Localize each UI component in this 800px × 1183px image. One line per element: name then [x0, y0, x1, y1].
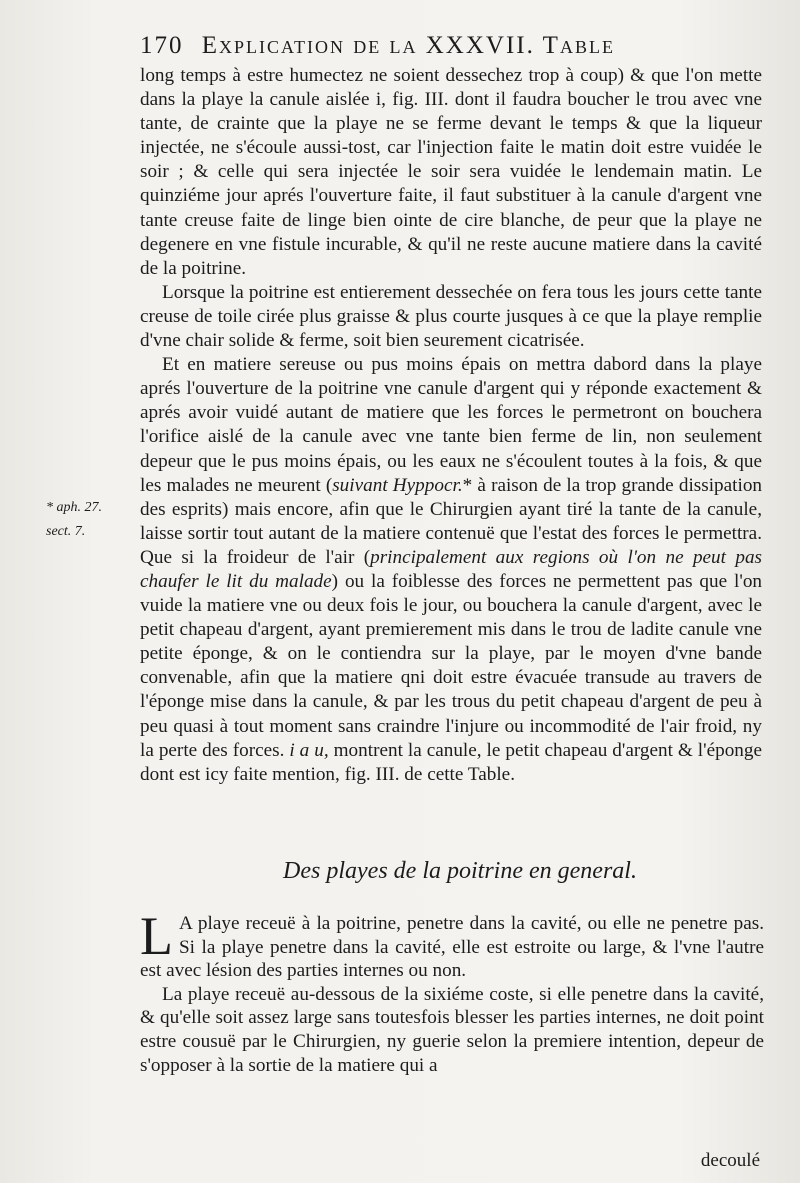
margin-note-line-1: * aph. 27. — [46, 500, 102, 515]
figure-letters: i a u, — [289, 739, 329, 761]
section-text — [140, 906, 764, 1077]
paragraph-3 — [140, 353, 762, 787]
main-text — [140, 64, 762, 787]
paragraph-3-part-d: montrent la canule, le petit chapeau d'argent & l'éponge dont est icy faite mention, fig. III. de cette Table. — [140, 739, 763, 785]
paragraph-3-italic: principalement aux regions où l'on ne peut pas chaufer le lit du malade — [140, 546, 763, 592]
section-heading: Des playes de la poitrine en general. — [283, 858, 637, 884]
catchword: decoulé — [700, 1150, 760, 1171]
paragraph-3-part-b: * à raison de la trop grande dissipation des esprits) mais encore, afin que le Chirurgien ayant tiré la tante de la canule, laisse sortir tout autant de la matiere contenuë que l'estat des forces le permettra. Que si la froideur de l'air ( — [140, 474, 763, 568]
paragraph-2: Lorsque la poitrine est entierement dessechée on fera tous les jours cette tante creuse de toile cirée plus graisse & plus courte jusques à ce que la playe remplie d'vne chair solide & ferme, soit bien seurement cicatrisée. — [140, 281, 762, 352]
drop-cap: L — [140, 906, 173, 966]
section-paragraph-1-text: A playe receuë à la poitrine, penetre dans la cavité, ou elle ne penetre pas. Si la playe penetre dans la cavité, elle est estroite ou large, & l'vne l'autre est avec lésion des parties internes ou non. — [140, 913, 764, 982]
margin-note-line-2: sect. 7. — [46, 524, 86, 539]
marginal-note — [46, 496, 136, 544]
running-title: Explication de la XXXVII. Table — [201, 32, 615, 59]
paragraph-3-part-c: ) ou la foiblesse des forces ne permettent pas que l'on vuide la matiere vne ou deux fois le jour, ou bouchera la canule d'argent, avec le petit chapeau d'argent, ayant premierement mis dans le trou de ladite canule vne petite éponge, & on le contiendra sur la playe, par le moyen d'vne bande convenable, afin que la matiere qni doit estre évacuée transude au travers de l'éponge mise dans la canule, & par les trous du petit chapeau d'argent de peu à peu quasi à tout moment sans craindre l'injure ou incommodité de l'air froid, ny la perte des forces. — [140, 570, 763, 761]
paragraph-3-part-a: Et en matiere sereuse ou pus moins épais on mettra dabord dans la playe aprés l'ouverture de la poitrine vne canule d'argent qui y réponde exactement & aprés avoir vuidé autant de matiere que les forces le permetront on bouchera l'orifice aislé de la canule avec vne tante bien ferme de lin, non seulement depeur que le pus moins épais, ou les eaux ne s'écoulent toutes à la fois, & que les malades ne meurent ( — [140, 354, 762, 496]
section-paragraph-2: La playe receuë au-dessous de la sixiéme coste, si elle penetre dans la cavité, & qu'elle soit assez large sans toutesfois blesser les parties internes, ne doit point estre cousuë par le Chirurgien, ny guerie selon la premiere intention, depeur de s'opposer à la sortie de la matiere qui a — [140, 983, 764, 1076]
hippocrates-reference: suivant Hyppocr. — [332, 474, 463, 496]
page-number: 170 — [140, 32, 184, 59]
running-header — [140, 32, 740, 60]
paragraph-1: long temps à estre humectez ne soient dessechez trop à coup) & que l'on mette dans la playe la canule aislée i, fig. III. dont il faudra boucher le trou avec vne tante, de crainte que la playe ne se ferme devant le temps & que la liqueur injectée, ne s'écoule aussi-tost, car l'injection faite le matin doit estre vuidée le soir ; & celle qui sera injectée le soir sera vuidée le lendemain matin. Le quinziéme jour aprés l'ouverture faite, il faut substituer à la canule d'argent vne tante creuse faite de linge bien ointe de cire blanche, de peur que la playe ne degenere en vne fistule incurable, & qu'il ne reste aucune matiere dans la cavité de la poitrine. — [140, 65, 762, 279]
section-paragraph-1 — [140, 906, 764, 983]
